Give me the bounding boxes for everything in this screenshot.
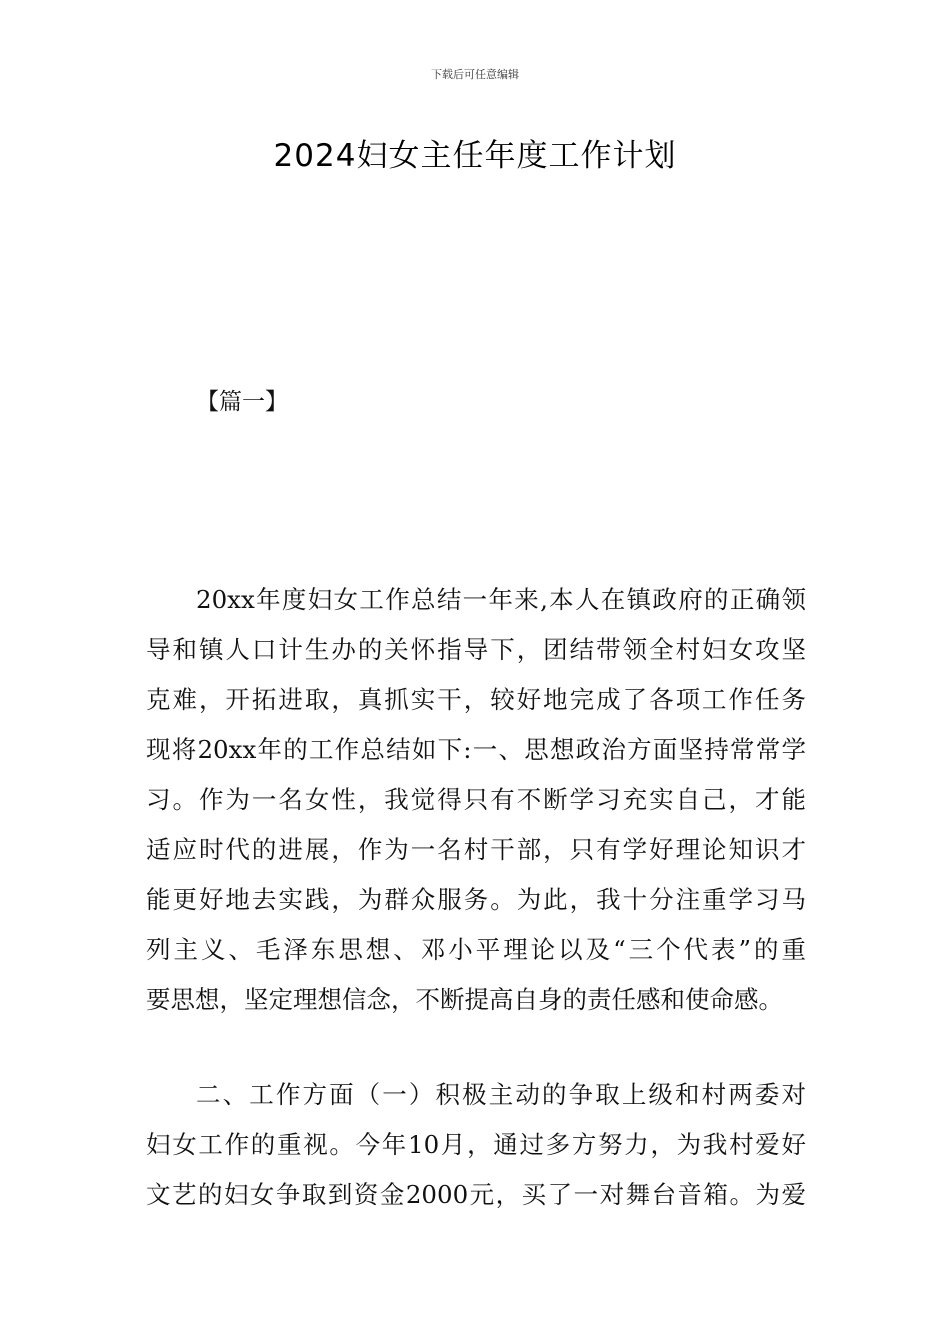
paragraph-line: 习。作为一名女性，我觉得只有不断学习充实自己，才能: [146, 785, 806, 814]
paragraph-line: 二、工作方面（一）积极主动的争取上级和村两委对: [196, 1080, 806, 1109]
section-heading: 【篇一】: [196, 389, 288, 415]
paragraph: [146, 575, 806, 1025]
page-header-note: 下载后可任意编辑: [431, 68, 519, 81]
paragraph-line: 现将20xx年的工作总结如下:一、思想政治方面坚持常常学: [146, 735, 806, 764]
paragraph-line: 20xx年度妇女工作总结一年来,本人在镇政府的正确领: [196, 585, 806, 614]
paragraph-line: 能更好地去实践，为群众服务。为此，我十分注重学习马: [146, 885, 806, 914]
paragraph-line: 适应时代的进展，作为一名村干部，只有学好理论知识才: [146, 835, 806, 864]
paragraph-line: 克难，开拓进取，真抓实干，较好地完成了各项工作任务: [146, 685, 806, 714]
paragraph-line: 要思想，坚定理想信念，不断提高自身的责任感和使命感。: [146, 985, 783, 1014]
paragraph-line: 导和镇人口计生办的关怀指导下，团结带领全村妇女攻坚: [146, 635, 806, 664]
paragraph-line: 文艺的妇女争取到资金2000元，买了一对舞台音箱。为爱: [146, 1180, 806, 1209]
paragraph: [146, 1070, 806, 1220]
paragraph-line: 列主义、毛泽东思想、邓小平理论以及“三个代表”的重: [146, 935, 806, 964]
paragraph-line: 妇女工作的重视。今年10月，通过多方努力，为我村爱好: [146, 1130, 806, 1159]
document-title: 2024妇女主任年度工作计划: [273, 138, 677, 174]
